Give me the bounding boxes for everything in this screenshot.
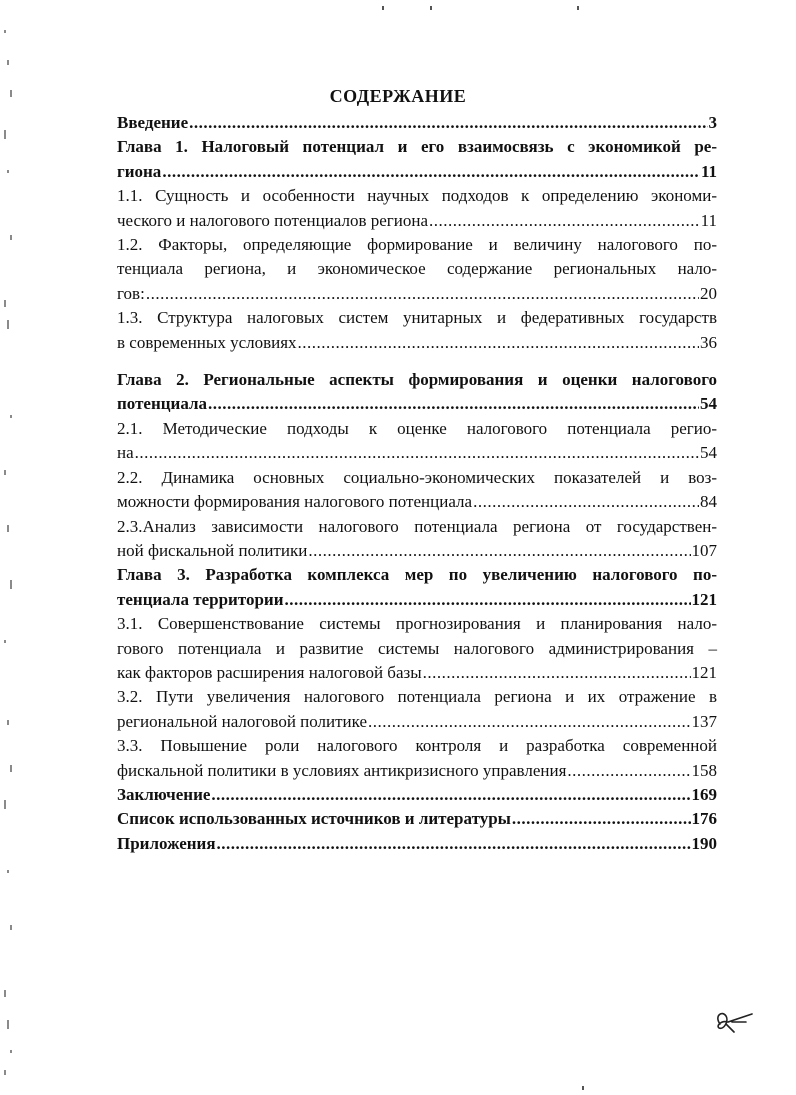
- toc-entry-last-line: [117, 392, 717, 416]
- toc-entry-last-line: [117, 490, 717, 514]
- toc-entry-label: на: [117, 443, 134, 463]
- toc-entry-line: Глава 3. Разработка комплекса мер по увеличению налогового по-: [117, 565, 717, 585]
- toc-entry-last-line: [117, 331, 717, 355]
- toc-page-number: 107: [691, 540, 717, 560]
- toc-page-number: 11: [700, 161, 717, 181]
- dot-leader: [423, 661, 691, 685]
- toc-entry-label: Введение: [117, 113, 189, 132]
- dot-leader: [162, 160, 700, 184]
- toc-entry-line: 1.1. Сущность и особенности научных подходов к определению экономи-: [117, 186, 717, 206]
- toc-entry-line: 2.2. Динамика основных социально-экономических показателей и воз-: [117, 467, 717, 487]
- toc-entry-last-line: [117, 111, 717, 135]
- scan-speck: [4, 470, 6, 475]
- scan-speck: [10, 580, 12, 589]
- toc-entry-label: Приложения: [117, 833, 216, 853]
- dot-leader: [285, 588, 691, 612]
- scan-speck: [4, 1070, 6, 1075]
- dot-leader: [429, 209, 700, 233]
- toc-page-number: 121: [691, 589, 717, 609]
- dot-leader: [217, 832, 691, 856]
- toc-entry-last-line: [117, 710, 717, 734]
- toc-entry-line: 2.1. Методические подходы к оценке налогового потенциала регио-: [117, 418, 717, 438]
- toc-entry: [117, 515, 717, 564]
- toc-entry-label: гов:: [117, 283, 145, 303]
- toc-page-number: 158: [691, 760, 717, 780]
- scan-speck: [10, 415, 12, 418]
- toc-entry-label: Заключение: [117, 784, 211, 804]
- toc-entry-last-line: [117, 783, 717, 807]
- toc-entry-last-line: [117, 759, 717, 783]
- toc-entry-label: фискальной политики в условиях антикризисного управления: [117, 760, 567, 780]
- dot-leader: [211, 783, 690, 807]
- scan-mark: [582, 1086, 584, 1090]
- scan-mark: [430, 6, 432, 10]
- toc-entry-line: тенциала региона, и экономическое содержание региональных нало-: [117, 259, 717, 279]
- toc-page-number: 3: [708, 113, 717, 132]
- dot-leader: [146, 282, 699, 306]
- toc-page-number: 36: [700, 332, 717, 352]
- scan-speck: [10, 235, 12, 240]
- toc-page-number: 137: [691, 711, 717, 731]
- toc-page-number: 84: [700, 492, 717, 512]
- toc-entry-last-line: [117, 282, 717, 306]
- toc-entry: [117, 135, 717, 184]
- toc-entry-label: можности формирования налогового потенциала: [117, 492, 473, 512]
- scan-speck: [7, 170, 9, 173]
- toc-entry-label: потенциала: [117, 394, 208, 414]
- toc-entry-last-line: [117, 588, 717, 612]
- toc-entry: [117, 807, 717, 831]
- toc-entry-last-line: [117, 539, 717, 563]
- toc-entry-line: 1.2. Факторы, определяющие формирование и величину налогового по-: [117, 235, 717, 255]
- scan-speck: [4, 30, 6, 33]
- toc-entry: [117, 832, 717, 856]
- scan-speck: [4, 990, 6, 997]
- toc-entry: [117, 306, 717, 355]
- toc-entry-label: тенциала территории: [117, 589, 284, 609]
- toc-entry: [117, 233, 717, 306]
- toc-entry: [117, 783, 717, 807]
- scan-speck: [4, 130, 6, 139]
- toc-entry-line: Глава 2. Региональные аспекты формирования и оценки налогового: [117, 370, 717, 390]
- toc-entry-line: 3.3. Повышение роли налогового контроля и разработка современной: [117, 736, 717, 756]
- scan-speck: [7, 60, 9, 65]
- toc-entry-label: Список использованных источников и литературы: [117, 809, 511, 829]
- scan-speck: [10, 765, 12, 772]
- toc-entry: [117, 685, 717, 734]
- toc-page-number: 176: [691, 809, 717, 829]
- toc-entry-label: гиона: [117, 161, 162, 181]
- page-title: СОДЕРЖАНИЕ: [329, 86, 467, 106]
- toc-entry: [117, 417, 717, 466]
- toc-entry: [117, 466, 717, 515]
- table-of-contents: [117, 111, 717, 856]
- toc-entry-last-line: [117, 807, 717, 831]
- signature-mark: [712, 1000, 762, 1040]
- toc-entry: [117, 368, 717, 417]
- toc-entry-line: 2.3.Анализ зависимости налогового потенциала региона от государствен-: [117, 516, 717, 536]
- toc-entry-last-line: [117, 441, 717, 465]
- toc-entry-last-line: [117, 209, 717, 233]
- dot-leader: [512, 807, 691, 831]
- toc-page-number: 54: [700, 394, 717, 414]
- scan-margin-specks: [4, 20, 16, 1080]
- toc-entry-last-line: [117, 832, 717, 856]
- toc-entry-line: 3.1. Совершенствование системы прогнозирования и планирования нало-: [117, 614, 717, 634]
- dot-leader: [208, 392, 699, 416]
- scan-mark: [382, 6, 384, 10]
- toc-page-number: 121: [691, 662, 717, 682]
- scan-speck: [7, 720, 9, 725]
- scan-speck: [7, 320, 9, 329]
- toc-entry-line: Глава 1. Налоговый потенциал и его взаимосвязь с экономикой ре-: [117, 137, 717, 157]
- toc-entry-last-line: [117, 661, 717, 685]
- dot-leader: [298, 331, 699, 355]
- toc-entry-label: в современных условиях: [117, 332, 297, 352]
- scan-speck: [10, 925, 12, 930]
- scan-speck: [7, 525, 9, 532]
- toc-page-number: 11: [700, 210, 717, 230]
- scan-speck: [7, 870, 9, 873]
- toc-entry-line: 1.3. Структура налоговых систем унитарных и федеративных государств: [117, 308, 717, 328]
- toc-entry-label: ческого и налогового потенциалов региона: [117, 210, 428, 230]
- toc-page-number: 54: [700, 443, 717, 463]
- toc-entry: [117, 734, 717, 783]
- toc-page-number: 20: [700, 283, 717, 303]
- dot-leader: [308, 539, 690, 563]
- scan-speck: [4, 300, 6, 307]
- dot-leader: [189, 111, 707, 135]
- dot-leader: [567, 759, 690, 783]
- toc-entry: [117, 184, 717, 233]
- toc-entry-line: 3.2. Пути увеличения налогового потенциала региона и их отражение в: [117, 687, 717, 707]
- scan-speck: [4, 640, 6, 643]
- toc-entry-label: как факторов расширения налоговой базы: [117, 662, 422, 682]
- scan-speck: [7, 1020, 9, 1029]
- toc-entry: [117, 111, 717, 135]
- dot-leader: [473, 490, 699, 514]
- dot-leader: [368, 710, 690, 734]
- dot-leader: [135, 441, 699, 465]
- toc-entry: [117, 563, 717, 612]
- toc-page-number: 190: [691, 833, 717, 853]
- toc-entry-line: гового потенциала и развитие системы налогового администрирования –: [117, 638, 717, 658]
- toc-entry-label: региональной налоговой политике: [117, 711, 368, 731]
- toc-entry-label: ной фискальной политики: [117, 540, 308, 560]
- toc-entry: [117, 612, 717, 685]
- scan-speck: [10, 1050, 12, 1053]
- scan-mark: [577, 6, 579, 10]
- scan-speck: [10, 90, 12, 97]
- scan-speck: [4, 800, 6, 809]
- toc-entry-last-line: [117, 160, 717, 184]
- toc-page-number: 169: [691, 784, 717, 804]
